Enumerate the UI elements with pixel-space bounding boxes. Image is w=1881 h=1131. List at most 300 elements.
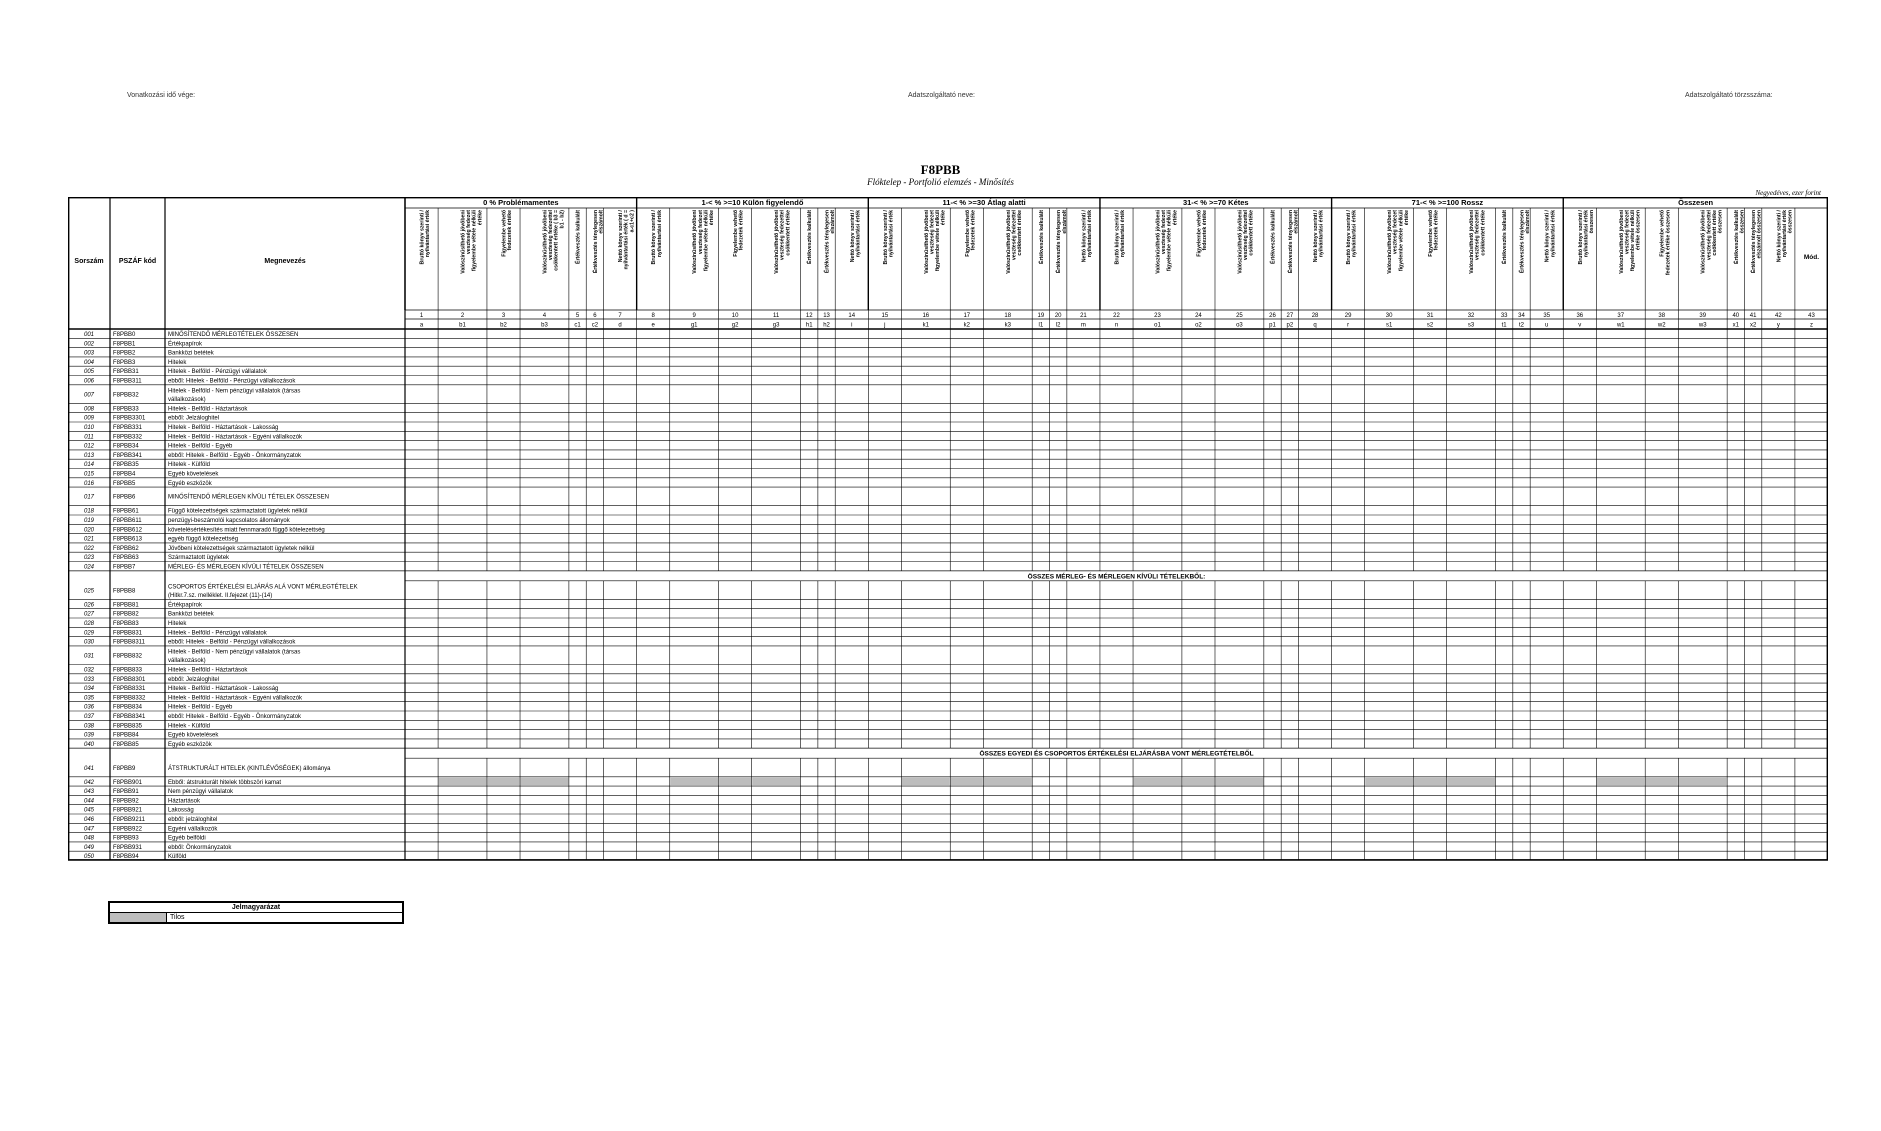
row-number: 002: [83, 341, 95, 348]
forbidden-cell: [670, 778, 718, 786]
row-code: F8PBB901: [113, 779, 143, 786]
column-letter: n: [1114, 322, 1119, 329]
column-header: [1054, 210, 1068, 273]
column-header-line: összesen: [1739, 210, 1746, 234]
column-number: 34: [1518, 313, 1525, 319]
group-header: 1-< % >=10 Külön figyelendő: [701, 198, 804, 207]
column-letter: k1: [922, 322, 929, 329]
column-header: [1286, 210, 1300, 273]
column-header-text: [774, 209, 791, 273]
column-letter: s3: [1467, 322, 1475, 329]
column-header-line: nyilvántartási érték: [1583, 210, 1590, 258]
row-number: 009: [83, 415, 95, 422]
column-number: 40: [1732, 313, 1740, 319]
row-number: 013: [83, 452, 95, 459]
column-header-line: Figyelembe vehető: [733, 210, 740, 257]
column-header-line: nyilvántartási érték: [1318, 210, 1325, 258]
column-header-line: Értékvesztés ténylegesen: [824, 210, 831, 274]
column-header: [1776, 209, 1793, 262]
column-letter: e: [651, 322, 655, 329]
column-header-line: Értékvesztés ténylegesen: [1056, 210, 1063, 274]
column-header-line: nyilvántartási érték: [888, 210, 895, 258]
row-number: 034: [83, 686, 95, 693]
column-header-text: [965, 210, 977, 257]
row-number: 028: [83, 620, 95, 627]
row-code: F8PBB8341: [113, 713, 146, 720]
column-header-line: Figyelembe vehető: [1428, 210, 1435, 257]
column-letter: l2: [1055, 322, 1061, 329]
column-header-text: [1196, 210, 1208, 257]
column-header-line: összesen: [1787, 210, 1794, 234]
row-code: F8PBB8301: [113, 676, 146, 683]
row-name: ebből: Hitelek - Belföld - Pénzügyi vállalkozások: [168, 378, 296, 385]
column-header-line: csökkentett értéke: [1016, 210, 1023, 256]
column-header: [1660, 210, 1672, 275]
column-header-line: értéke: [477, 210, 484, 226]
column-header-line: Figyelembe vehető: [964, 210, 971, 257]
column-header: [501, 210, 513, 257]
column-letter: b2: [500, 322, 507, 329]
column-letter: u: [1545, 322, 1549, 329]
column-header-line: veszteség fedezet: [1161, 210, 1168, 255]
row-name: Bankközi betétek: [168, 350, 214, 357]
column-header-line: csökkentett értéke ( b3 =: [553, 210, 560, 271]
column-header-line: figyelembe vétele nélküli: [1166, 210, 1173, 272]
row-number: 044: [83, 798, 95, 805]
column-header-line: Valószínűsíthető jövőbeni: [1700, 210, 1707, 274]
row-number: 005: [83, 369, 95, 376]
column-header-text: [850, 209, 862, 262]
row-name: Ebből: átstrukturált hitelek többszöri kamat: [168, 779, 282, 786]
row-name: MINŐSÍTENDŐ MÉRLEGEN KÍVÜLI TÉTELEK ÖSSZESEN: [168, 494, 329, 501]
column-header: [805, 210, 813, 264]
column-header-text: [733, 210, 745, 257]
column-letter: y: [1776, 322, 1780, 329]
column-header: [823, 210, 837, 273]
column-header: [850, 209, 862, 262]
row-code: F8PBB61: [113, 508, 139, 515]
column-header-line: csökkentett értéke: [785, 210, 792, 256]
column-header: [1196, 210, 1208, 257]
column-header-line: Bruttó könyv szerinti /: [882, 210, 889, 265]
row-name: Értékpapírok: [168, 341, 203, 348]
column-header-line: Nettó könyv szerinti /: [1544, 210, 1551, 263]
row-number: 025: [83, 588, 95, 595]
column-header-text: [1428, 210, 1440, 257]
legend-item-label: Tilos: [167, 913, 404, 924]
row-name: Hitelek - Belföld - Háztartások: [168, 667, 248, 674]
row-name: Hitelek - Külföld: [168, 462, 211, 469]
row-name: ebből: jelzáloghitel: [168, 816, 218, 823]
column-header-text: [1749, 210, 1763, 273]
column-header-line: figyelembe vétele nélküli: [471, 210, 478, 272]
column-header-line: Értékvesztés kalkulált: [575, 210, 582, 264]
column-number: 19: [1037, 313, 1045, 319]
column-header-text: [651, 209, 663, 264]
row-code: F8PBB833: [113, 667, 143, 674]
column-header-text: [924, 209, 947, 273]
column-header: [420, 209, 432, 264]
row-number: 041: [83, 765, 95, 772]
column-header-line: a-c1+c2 ): [629, 210, 636, 233]
column-header-line: fedezetek értéke: [738, 210, 745, 251]
column-header-line: elszámolt: [598, 210, 605, 234]
column-header-text: [1701, 209, 1724, 273]
column-header-line: nyilvántartási érték: [1550, 210, 1557, 258]
column-header-line: Valószínűsíthető jövőbeni: [460, 210, 467, 274]
column-number: 35: [1543, 313, 1551, 319]
column-letter: x1: [1732, 322, 1739, 329]
column-header-line: Figyelembe vehető: [501, 210, 508, 257]
column-number: 9: [692, 313, 696, 319]
column-header-line: Értékvesztés ténylegesen: [1751, 210, 1758, 274]
provider-id-label: Adatszolgáltató törzsszáma:: [1685, 92, 1773, 99]
column-header-line: figyelembe vétele nélküli: [703, 210, 710, 272]
column-header-line: fedezetek értéke: [1433, 210, 1440, 251]
column-header-text: [574, 210, 582, 264]
column-letter: g2: [731, 322, 739, 329]
column-number: 22: [1113, 313, 1120, 319]
row-number: 029: [83, 630, 95, 637]
column-header-line: Bruttó könyv szerinti /: [1346, 210, 1353, 265]
row-number: 050: [83, 854, 95, 861]
column-header: [1006, 209, 1023, 273]
row-name: vállalkozások): [168, 657, 206, 664]
row-code: F8PBB931: [113, 844, 143, 851]
column-header: [591, 210, 605, 273]
row-number: 046: [83, 816, 95, 823]
row-name: ebből: Önkormányzatok: [168, 844, 232, 851]
row-number: 024: [83, 564, 95, 571]
row-code: F8PBB9: [113, 765, 136, 772]
forbidden-cell: [1679, 778, 1727, 786]
row-name: Hitelek: [168, 359, 187, 366]
column-header-line: Valószínűsíthető jövőbeni: [1618, 210, 1625, 274]
column-header-text: [1237, 209, 1254, 273]
row-number: 011: [84, 434, 94, 441]
column-number: 33: [1500, 313, 1508, 319]
row-number: 036: [83, 704, 95, 711]
row-code: F8PBB8332: [113, 695, 146, 702]
row-code: F8PBB4: [113, 471, 136, 478]
column-header-line: Figyelembe vehető: [1196, 210, 1203, 257]
column-header-line: nyilvántartási érték: [855, 210, 862, 258]
row-name: Hitelek - Belföld - Pénzügyi vállalatok: [168, 369, 267, 376]
row-name: követelésértékesítés miatt fennmaradó függő kötelezettség: [168, 527, 325, 534]
row-code: F8PBB613: [113, 536, 143, 543]
column-header-line: Nettó könyv szerinti /: [1776, 210, 1783, 263]
forbidden-cell: [951, 778, 983, 786]
column-letter: h1: [805, 322, 813, 329]
column-header-line: értéke: [1403, 210, 1410, 226]
column-header-text: [1006, 209, 1023, 273]
forbidden-cell: [1134, 778, 1182, 786]
column-header-text: [692, 209, 715, 273]
column-number: 32: [1467, 313, 1475, 319]
column-header: [883, 209, 895, 264]
row-number: 015: [83, 471, 95, 478]
column-number: 17: [963, 313, 971, 319]
row-number: 032: [83, 667, 95, 674]
row-name: Hitelek - Belföld - Nem pénzügyi vállalatok (társas: [168, 388, 301, 395]
row-name: ebből: Hitelek - Belföld - Egyéb - Önkormányzatok: [168, 713, 302, 720]
column-number: 42: [1775, 313, 1782, 319]
forbidden-cell: [521, 778, 569, 786]
column-header-line: értéke összesen: [1635, 210, 1642, 251]
row-number: 022: [83, 545, 95, 552]
column-header-text: [1115, 209, 1127, 264]
column-number: 7: [618, 313, 622, 319]
column-header-line: Valószínűsíthető jövőbeni: [1155, 210, 1162, 274]
row-code: F8PBB8311: [113, 639, 145, 646]
row-name: Hitelek - Belföld - Nem pénzügyi vállalatok (társas: [168, 649, 301, 656]
column-header-line: Értékvesztés kalkulált: [1038, 210, 1045, 264]
row-name: Származtatott ügyletek: [168, 555, 230, 562]
column-header-text: [1286, 210, 1300, 273]
column-header-text: [1155, 209, 1178, 273]
row-name: Nem pénzügyi vállalatok: [168, 789, 234, 796]
column-number: 37: [1617, 313, 1625, 319]
row-name: Háztartások: [168, 798, 201, 805]
column-number: 18: [1004, 313, 1012, 319]
forbidden-cell: [902, 778, 950, 786]
row-name: Egyéb követelések: [168, 732, 219, 739]
column-number: 43: [1808, 313, 1815, 319]
column-header-line: nyilvántartási érték: [425, 210, 432, 258]
row-number: 007: [83, 392, 95, 399]
column-number: 3: [501, 313, 506, 319]
column-header-text: [1387, 209, 1410, 273]
row-number: 040: [83, 741, 95, 748]
column-header-line: figyelembe vétele nélküli: [1629, 210, 1636, 272]
column-number: 28: [1311, 313, 1319, 319]
row-code: F8PBB85: [113, 741, 139, 748]
row-code: F8PBB82: [113, 611, 139, 618]
column-header-line: Értékvesztés kalkulált: [1733, 210, 1740, 264]
column-header-line: veszteség fedezettel: [1706, 210, 1713, 261]
column-header-line: Valószínűsíthető jövőbeni: [692, 210, 699, 274]
row-number: 008: [83, 406, 95, 413]
column-header-line: fedezetek értéke: [970, 210, 977, 251]
row-number: 039: [83, 732, 95, 739]
column-header-text: [1469, 209, 1486, 273]
forbidden-cell: [1182, 778, 1214, 786]
column-number: 1: [419, 313, 424, 319]
column-header-line: elszámolt: [1525, 210, 1532, 234]
column-number: 5: [575, 313, 580, 319]
column-letter: w2: [1657, 322, 1666, 329]
column-number: 4: [542, 313, 547, 319]
column-header-text: [501, 210, 513, 257]
column-number: 29: [1344, 313, 1352, 319]
column-header-line: figyelembe vétele nélküli: [935, 210, 942, 272]
column-header: [1081, 209, 1093, 262]
column-header-line: Valószínűsíthető jövőbeni: [774, 210, 781, 274]
column-letter: s2: [1426, 322, 1434, 329]
column-header-text: [420, 209, 432, 264]
row-code: F8PBB341: [113, 452, 143, 459]
column-header-line: értéke: [940, 210, 947, 226]
column-header-line: Nettó könyv szerinti /: [618, 210, 625, 263]
row-code: F8PBB612: [113, 527, 143, 534]
column-header-text: [1081, 209, 1093, 262]
row-name: Hitelek - Belföld - Egyéb: [168, 704, 233, 711]
row-number: 048: [83, 835, 95, 842]
row-name: Külföld: [168, 854, 187, 861]
reporting-period-label: Vonatkozási idő vége:: [127, 92, 196, 99]
column-header: [733, 210, 745, 257]
column-number: 31: [1426, 313, 1434, 319]
row-code: F8PBB5: [113, 480, 136, 487]
column-letter: h2: [823, 322, 830, 329]
row-number: 006: [83, 378, 95, 385]
column-header: [1619, 209, 1642, 273]
column-header: [924, 209, 947, 273]
column-header-text: [1037, 210, 1045, 264]
group-header: 71-< % >=100 Rossz: [1411, 198, 1484, 207]
forbidden-cell: [1447, 778, 1495, 786]
row-name: Hitelek: [168, 620, 187, 627]
row-name: Jövőbeni kötelezettségek származtatott ügyletek nélkül: [168, 545, 315, 552]
column-header-line: nyilvántartási érték ( d =: [623, 210, 630, 270]
column-letter: j: [884, 322, 886, 329]
row-code: F8PBB31: [113, 369, 139, 376]
row-code: F8PBB93: [113, 835, 139, 842]
column-header: [1313, 209, 1325, 262]
row-name: Függő kötelezettségek származtatott ügyletek nélkül: [168, 508, 308, 515]
column-number: 20: [1054, 313, 1062, 319]
legend-swatch: [109, 913, 167, 924]
column-header: [1732, 210, 1746, 264]
column-number: 27: [1286, 313, 1294, 319]
row-code: F8PBB2: [113, 350, 136, 357]
report-code-title: F8PBB: [920, 162, 961, 177]
column-header-line: csökkentett értéke: [1480, 210, 1487, 256]
row-code: F8PBB834: [113, 704, 143, 711]
column-header-line: Valószínűsíthető jövőbeni: [923, 210, 930, 274]
row-code: F8PBB311: [113, 378, 142, 385]
column-number: 16: [922, 313, 930, 319]
row-name: vállalkozások): [168, 396, 206, 403]
column-header-line: összesen: [1589, 210, 1596, 234]
row-name: Hitelek - Külföld: [168, 723, 211, 730]
column-header-line: veszteség fedezet: [1392, 210, 1399, 255]
row-number: 038: [83, 723, 95, 730]
row-name: egyéb függő kötelezettség: [168, 536, 239, 543]
column-header: [1037, 210, 1045, 264]
column-header-text: [461, 209, 484, 273]
row-name: ebből: Hitelek - Belföld - Pénzügyi vállalkozások: [168, 639, 296, 646]
row-number: 003: [83, 350, 95, 357]
column-header-line: elszámolt összesen: [1756, 210, 1763, 259]
row-number: 042: [83, 779, 95, 786]
column-number: 2: [460, 313, 465, 319]
row-name: Hitelek - Belföld - Háztartások - Lakosság: [168, 686, 279, 693]
section-note: ÖSSZES EGYEDI ÉS CSOPORTOS ÉRTÉKELÉSI ELJÁRÁSBA VONT MÉRLEGTÉTELBŐL: [979, 750, 1254, 758]
column-header-line: Nettó könyv szerinti /: [849, 210, 856, 263]
row-name: Hitelek - Belföld - Háztartások: [168, 406, 248, 413]
row-name: Hitelek - Belföld - Háztartások - Egyéni vállalkozók: [168, 434, 303, 441]
column-header: [774, 209, 791, 273]
column-letter: m: [1080, 322, 1086, 329]
row-code: F8PBB331: [113, 424, 143, 431]
column-header-text: [1346, 209, 1358, 264]
column-header-line: Értékvesztés kalkulált: [807, 210, 814, 264]
column-header-line: fedezetek értéke: [1202, 210, 1209, 251]
row-number: 037: [83, 713, 95, 720]
row-name: Egyéb eszközök: [168, 741, 212, 748]
column-header-line: fedezetek értéke: [507, 210, 514, 251]
column-header-line: Valószínűsíthető jövőbeni: [542, 210, 549, 274]
row-name: ebből: Jelzáloghitel: [168, 415, 220, 422]
row-code: F8PBB1: [113, 341, 136, 348]
section-note: ÖSSZES MÉRLEG- ÉS MÉRLEGEN KÍVÜLI TÉTELEKBŐL:: [1027, 573, 1206, 581]
column-number: 14: [848, 313, 856, 319]
column-header-text: [1660, 210, 1672, 275]
column-letter: z: [1809, 322, 1813, 329]
column-letter: p2: [1286, 322, 1294, 329]
column-header-line: veszteség fedezet: [466, 210, 473, 255]
row-number: 043: [83, 789, 95, 796]
row-number: 045: [83, 807, 95, 814]
row-code: F8PBB7: [113, 564, 136, 571]
column-number: 39: [1699, 313, 1707, 319]
column-number: 24: [1195, 313, 1202, 319]
column-header-text: [805, 210, 813, 264]
forbidden-cell: [719, 778, 751, 786]
fixed-column-header: Megnevezés: [264, 258, 306, 265]
column-header: [461, 209, 484, 273]
row-number: 019: [83, 517, 95, 524]
column-header: [692, 209, 715, 273]
column-header-line: Értékvesztés ténylegesen: [592, 210, 599, 274]
row-number: 017: [83, 494, 95, 501]
column-number: 11: [772, 313, 780, 319]
row-code: F8PBB83: [113, 620, 139, 627]
column-letter: d: [618, 322, 622, 329]
row-name: ebből: Jelzáloghitel: [168, 676, 220, 683]
column-letter: w1: [1616, 322, 1625, 329]
row-name: Hitelek - Belföld - Háztartások - Egyéni vállalkozók: [168, 695, 303, 702]
row-number: 035: [83, 695, 95, 702]
row-number: 018: [83, 508, 95, 515]
column-letter: r: [1347, 322, 1350, 329]
row-code: F8PBB831: [113, 630, 143, 637]
forbidden-cell: [1646, 778, 1678, 786]
column-header-text: [1732, 210, 1746, 264]
column-header-line: Értékvesztés ténylegesen: [1519, 210, 1526, 274]
column-header-text: [1500, 210, 1508, 264]
column-header-line: Valószínűsíthető jövőbeni: [1237, 210, 1244, 274]
row-code: F8PBB332: [113, 434, 143, 441]
row-number: 001: [83, 331, 95, 338]
row-number: 049: [83, 844, 95, 851]
column-header-line: nyilvántartási érték: [1351, 210, 1358, 258]
column-header: [1237, 209, 1254, 273]
column-header-line: Valószínűsíthető jövőbeni: [1005, 210, 1012, 274]
column-letter: w3: [1698, 322, 1707, 329]
column-header-text: [1054, 210, 1068, 273]
column-header-text: [1776, 209, 1793, 262]
column-header-line: veszteség fedezet: [1624, 210, 1631, 255]
forbidden-cell: [1597, 778, 1645, 786]
column-header-line: Figyelembe vehető: [1659, 210, 1666, 257]
column-header-line: nyilvántartási érték: [1781, 210, 1788, 258]
column-header-line: nyilvántartási érték: [1120, 210, 1127, 258]
row-name: Egyéb eszközök: [168, 480, 212, 487]
legend-title: Jelmagyarázat: [109, 902, 403, 913]
column-header-line: Értékvesztés kalkulált: [1270, 210, 1277, 264]
